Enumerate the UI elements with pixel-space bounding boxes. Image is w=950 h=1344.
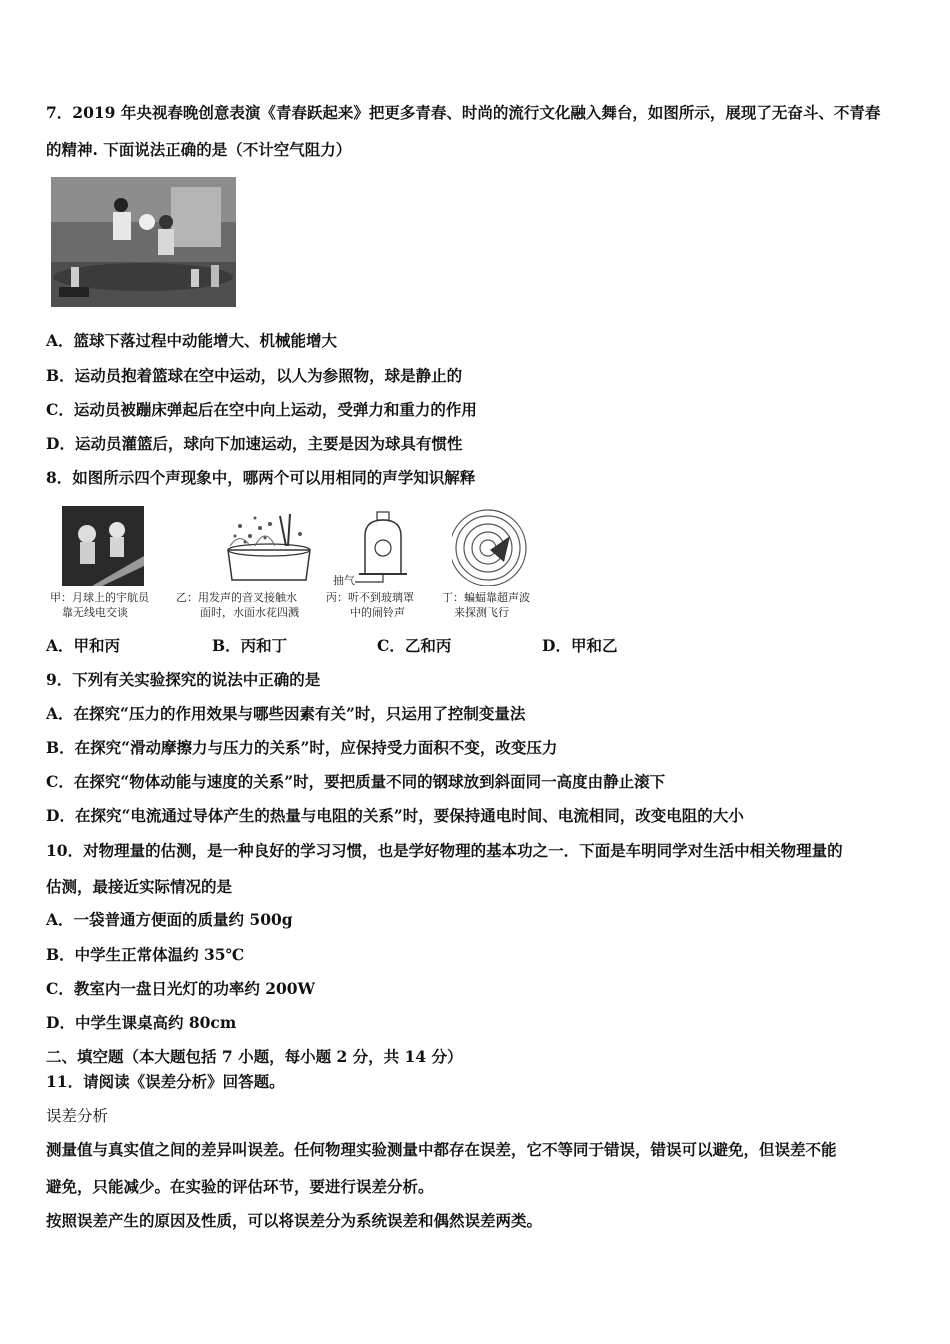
passage-p1-line1: 测量值与真实值之间的差异叫误差。任何物理实验测量中都存在误差，它不等同于错误，错误可以避免，但误差不能 — [46, 1140, 837, 1159]
q10-stem-line1: 10．对物理量的估测，是一种良好的学习习惯，也是学好物理的基本功之一．下面是车明同学对生活中相关物理量的 — [46, 841, 843, 860]
q7-option-a: A．篮球下落过程中动能增大、机械能增大 — [46, 331, 338, 350]
q9-stem: 9．下列有关实验探究的说法中正确的是 — [46, 670, 321, 689]
q8-caption-jia-line2: 靠无线电交谈 — [62, 606, 128, 619]
q11-stem: 11．请阅读《误差分析》回答题。 — [46, 1072, 285, 1091]
q7-stem-line2: 的精神. 下面说法正确的是（不计空气阻力） — [46, 140, 352, 159]
q8-option-a: A．甲和丙 — [46, 636, 121, 655]
q8-caption-yi-line1: 乙：用发声的音叉接触水 — [176, 591, 297, 604]
q7-option-b: B．运动员抱着篮球在空中运动，以人为参照物，球是静止的 — [46, 366, 463, 385]
q7-option-d: D．运动员灌篮后，球向下加速运动，主要是因为球具有惯性 — [46, 434, 463, 453]
q9-option-c: C．在探究“物体动能与速度的关系”时，要把质量不同的钢球放到斜面同一高度由静止滚下 — [46, 772, 666, 791]
q8-option-b: B．丙和丁 — [212, 636, 288, 655]
q9-option-d: D．在探究“电流通过导体产生的热量与电阻的关系”时，要保持通电时间、电流相同，改变电阻的大小 — [46, 806, 744, 825]
q10-option-d: D．中学生课桌高约 80cm — [46, 1013, 237, 1032]
q8-stem: 8．如图所示四个声现象中，哪两个可以用相同的声学知识解释 — [46, 468, 476, 487]
section2-heading: 二、填空题（本大题包括 7 小题，每小题 2 分，共 14 分） — [46, 1047, 463, 1066]
q7-stem-line1: 7．2019 年央视春晚创意表演《青春跃起来》把更多青春、时尚的流行文化融入舞台，如图所示，展现了无奋斗、不青春 — [46, 103, 881, 122]
q9-option-a: A．在探究“压力的作用效果与哪些因素有关”时，只运用了控制变量法 — [46, 704, 526, 723]
q8-caption-ding-line2: 来探测飞行 — [454, 606, 509, 619]
q8-image-jia — [62, 506, 144, 586]
passage-title: 误差分析 — [46, 1107, 109, 1125]
q10-option-a: A．一袋普通方便面的质量约 500g — [46, 910, 293, 929]
q8-option-d: D．甲和乙 — [542, 636, 618, 655]
q10-option-b: B．中学生正常体温约 35℃ — [46, 945, 245, 964]
q8-pump-label: 抽气 — [333, 574, 355, 587]
q8-caption-bing-line1: 丙：听不到玻璃罩 — [326, 591, 414, 604]
q8-image-bing — [345, 506, 425, 586]
q8-caption-yi-line2: 面时，水面水花四溅 — [200, 606, 299, 619]
q7-photo — [51, 177, 236, 307]
q10-option-c: C．教室内一盘日光灯的功率约 200W — [46, 979, 315, 998]
passage-p2: 按照误差产生的原因及性质，可以将误差分为系统误差和偶然误差两类。 — [46, 1211, 543, 1230]
q7-option-c: C．运动员被蹦床弹起后在空中向上运动，受弹力和重力的作用 — [46, 400, 477, 419]
q8-caption-ding-line1: 丁：蝙蝠靠超声波 — [442, 591, 530, 604]
passage-p1-line2: 避免，只能减少。在实验的评估环节，要进行误差分析。 — [46, 1177, 434, 1196]
q8-image-ding — [452, 506, 530, 586]
q8-caption-bing-line2: 中的闹铃声 — [350, 606, 405, 619]
q10-stem-line2: 估测，最接近实际情况的是 — [46, 877, 233, 896]
q9-option-b: B．在探究“滑动摩擦力与压力的关系”时，应保持受力面积不变，改变压力 — [46, 738, 558, 757]
q8-image-yi — [210, 506, 330, 586]
q8-option-c: C．乙和丙 — [377, 636, 452, 655]
q8-caption-jia-line1: 甲：月球上的宇航员 — [50, 591, 149, 604]
